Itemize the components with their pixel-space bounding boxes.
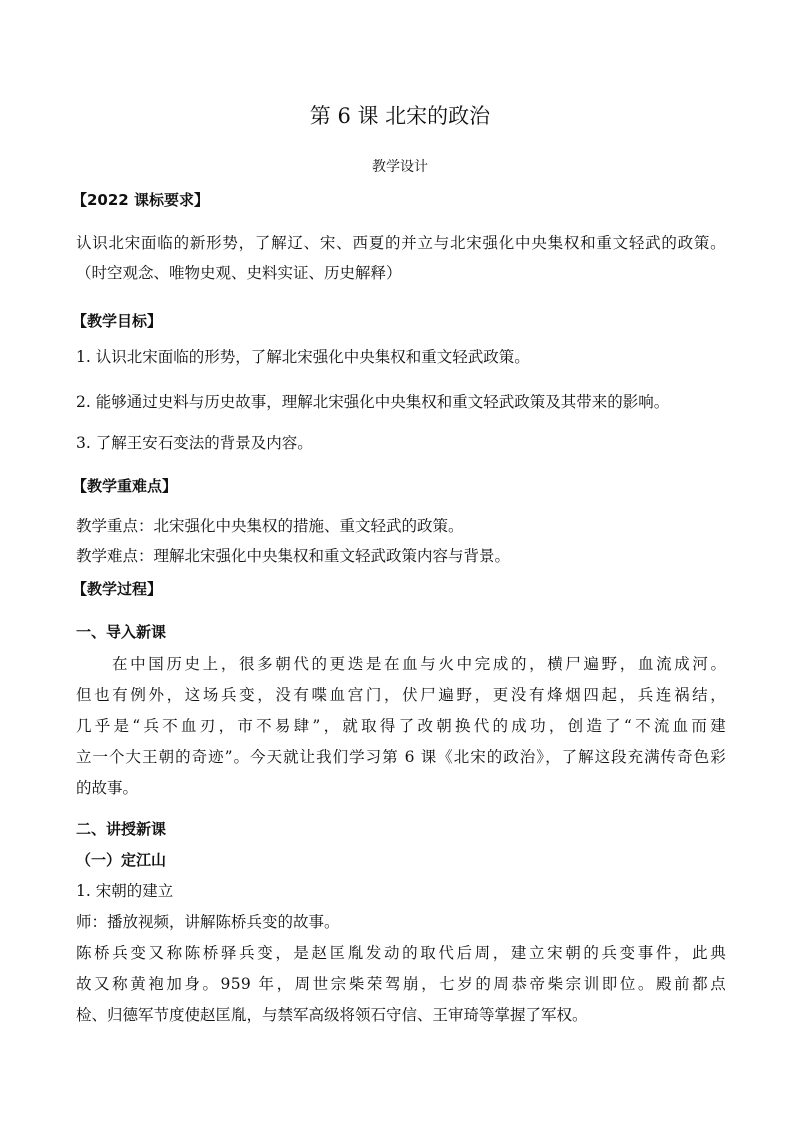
process-heading: 【教学过程】 <box>72 580 163 598</box>
intro-paragraph-line-5: 的故事。 <box>76 779 139 797</box>
key-points-heading: 【教学重难点】 <box>72 477 178 495</box>
intro-paragraph-line-3: 几乎是“兵不血刃，市不易肆”，就取得了改朝换代的成功，创造了“不流血而建 <box>76 717 726 735</box>
teaching-focus: 教学重点：北宋强化中央集权的措施、重文轻武的政策。 <box>76 517 464 535</box>
goal-item-1: 1. 认识北宋面临的形势，了解北宋强化中央集权和重文轻武政策。 <box>76 348 530 366</box>
intro-paragraph-line-4: 立一个大王朝的奇迹”。今天就让我们学习第 6 课《北宋的政治》，了解这段充满传奇色彩 <box>76 748 726 766</box>
intro-paragraph-line-2: 但也有例外，这场兵变，没有喋血宫门，伏尸遍野，更没有烽烟四起，兵连祸结， <box>76 686 726 704</box>
goal-item-2: 2. 能够通过史料与历史故事，理解北宋强化中央集权和重文轻武政策及其带来的影响。 <box>76 393 670 411</box>
intro-heading: 一、导入新课 <box>76 623 167 641</box>
lecture-heading: 二、讲授新课 <box>76 820 167 838</box>
teacher-instruction: 师：播放视频，讲解陈桥兵变的故事。 <box>76 913 340 931</box>
page-subtitle: 教学设计 <box>372 159 428 175</box>
curriculum-text-line-2: （时空观念、唯物史观、史料实证、历史解释） <box>76 264 402 282</box>
lecture-subheading: （一）定江山 <box>76 851 167 869</box>
lecture-paragraph-line-2: 故又称黄袍加身。959 年，周世宗柴荣驾崩，七岁的周恭帝柴宗训即位。殿前都点 <box>76 975 726 993</box>
curriculum-heading: 【2022 课标要求】 <box>72 191 209 209</box>
page-title: 第 6 课 北宋的政治 <box>309 104 491 128</box>
lecture-paragraph-line-1: 陈桥兵变又称陈桥驿兵变，是赵匡胤发动的取代后周，建立宋朝的兵变事件，此典 <box>76 944 726 962</box>
teaching-difficulty: 教学难点：理解北宋强化中央集权和重文轻武政策内容与背景。 <box>76 547 511 565</box>
lecture-paragraph-line-3: 检、归德军节度使赵匡胤，与禁军高级将领石守信、王审琦等掌握了军权。 <box>76 1006 588 1024</box>
intro-paragraph-line-1: 在中国历史上，很多朝代的更迭是在血与火中完成的，横尸遍野，血流成河。 <box>112 655 726 673</box>
goal-item-3: 3. 了解王安石变法的背景及内容。 <box>76 434 313 452</box>
curriculum-text-line-1: 认识北宋面临的新形势，了解辽、宋、西夏的并立与北宋强化中央集权和重文轻武的政策。 <box>76 234 726 252</box>
goals-heading: 【教学目标】 <box>72 312 163 330</box>
lecture-topic: 1. 宋朝的建立 <box>76 882 174 900</box>
